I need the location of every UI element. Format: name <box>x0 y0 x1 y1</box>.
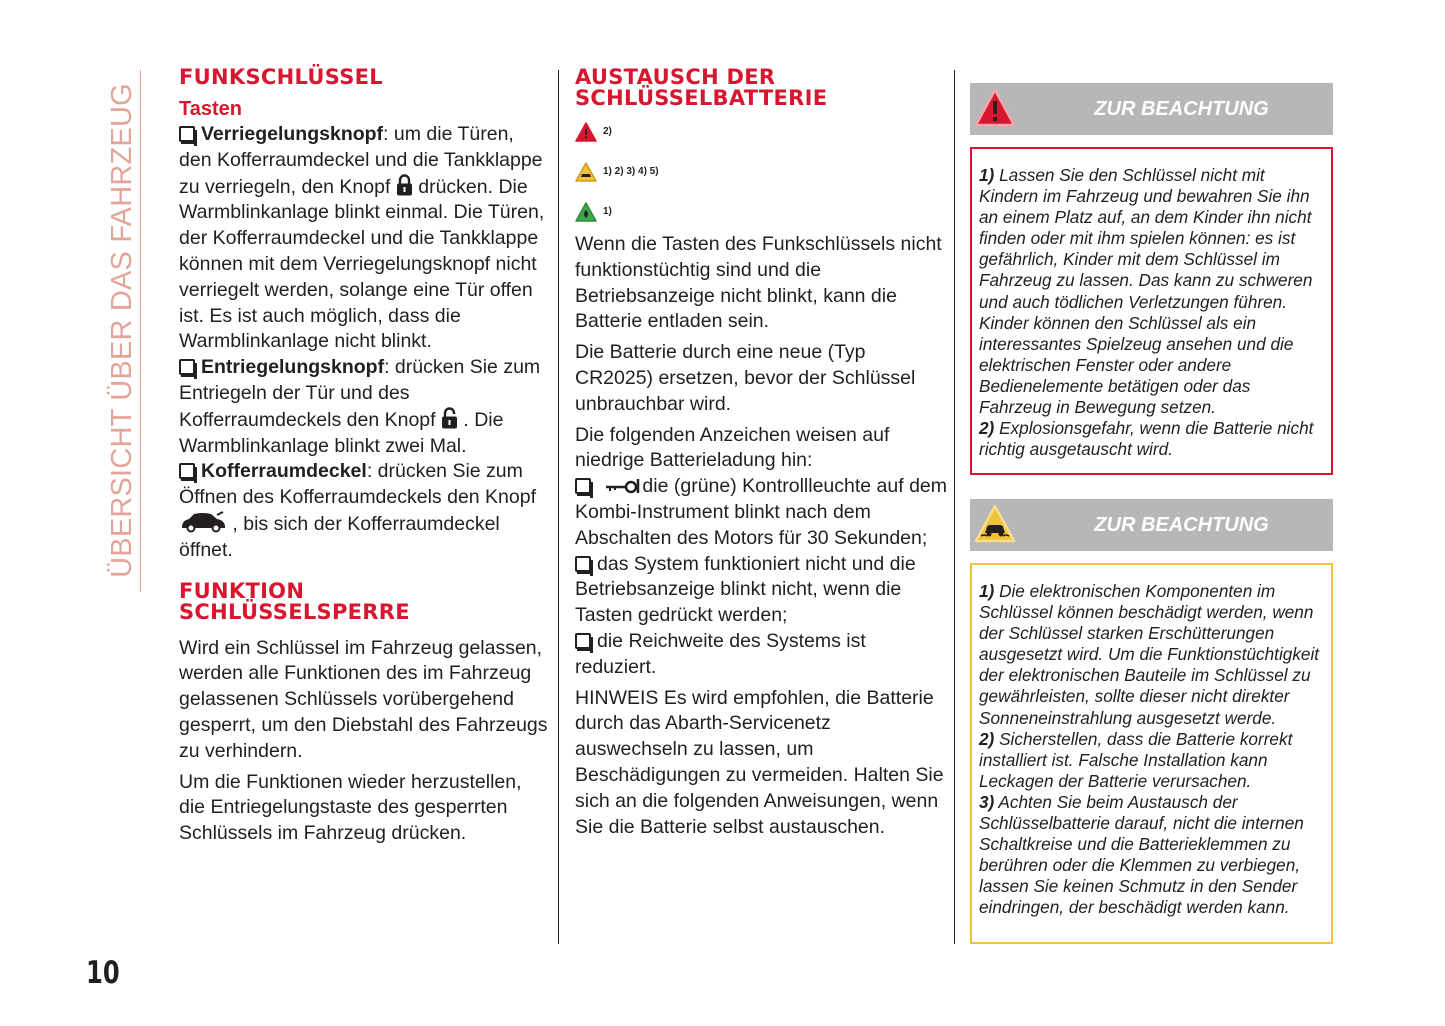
caution-car-icon <box>575 162 597 182</box>
checkbox-bullet-icon <box>179 126 195 142</box>
checkbox-bullet-icon <box>575 556 591 572</box>
checkbox-bullet-icon <box>575 478 591 494</box>
column-divider <box>954 70 955 944</box>
page-number: 10 <box>86 955 120 991</box>
lock-icon <box>396 174 413 196</box>
list-item: die Reichweite des Systems ist reduziert. <box>575 629 866 678</box>
note-title: ZUR BEACHTUNG <box>1094 513 1269 536</box>
heading-funkschluessel: FUNKSCHLÜSSEL <box>179 65 383 89</box>
checkbox-bullet-icon <box>179 463 195 479</box>
paragraph-hinweis: HINWEIS Es wird empfohlen, die Batterie durch das Abarth-Servicenetz auswechseln zu lassen, um Beschädigungen zu vermeiden. Halten Sie sich an die folgenden Anweisungen, wenn Sie die Batterie selbst austauschen. <box>575 686 944 838</box>
danger-warning-icon <box>575 122 597 142</box>
paragraph: Wird ein Schlüssel im Fahrzeug gelassen, werden alle Funktionen des im Fahrzeug gelassenen Schlüssels vorübergehend gesperrt, um den Diebstahl des Fahrzeugs zu verhindern. <box>179 636 548 762</box>
section-side-title: ÜBERSICHT ÜBER DAS FAHRZEUG <box>105 83 138 578</box>
list-item: das System funktioniert nicht und die Betriebsanzeige blinkt nicht, wenn die Tasten gedrückt werden; <box>575 552 916 627</box>
ref-caution: 1) 2) 3) 4) 5) <box>575 152 947 192</box>
ref-environment: 1) <box>575 192 947 232</box>
paragraph: Die Batterie durch eine neue (Typ CR2025) ersetzen, bevor der Schlüssel unbrauchbar wird. <box>575 341 916 415</box>
environment-leaf-icon <box>575 202 597 222</box>
ref-danger: 2) <box>575 112 947 152</box>
list-item-unlock: Entriegelungsknopf: drücken Sie zum Entriegeln der Tür und des Kofferraumdeckels den Knopf . Die Warmblinkanlage blinkt zwei Mal. <box>179 356 541 457</box>
danger-warning-icon <box>973 87 1017 129</box>
note-header-danger <box>970 83 1333 135</box>
note-body-caution: 1) Die elektronischen Komponenten im Schlüssel können beschädigt werden, wenn der Schlüssel starken Erschütterungen ausgesetzt wird. Um die Funktionstüchtigkeit der elektronischen Bauteile im Schlüssel zu gewährleisten, sollte dieser nicht direkter Sonneneinstrahlung ausgesetzt werde. 2) Sicherstellen, dass die Batterie korrekt installiert ist. Falsche Installation kann Leckagen der Batterie verursachen. 3) Achten Sie beim Austausch der Schlüsselbatterie darauf, nicht die internen Schaltkreise und die Batterieklemmen zu berühren oder die Klemmen zu verbiegen, lassen Sie keinen Schmutz in den Sender eindringen, der beschädigt werden kann. <box>970 563 1333 944</box>
list-item-lock: Verriegelungsknopf: um die Türen, den Kofferraumdeckel und die Tankklappe zu verriegeln, den Knopf drücken. Die Warmblinkanlage blinkt einmal. Die Türen, der Kofferraumdeckel und die Tankklappe können mit dem Verriegelungsknopf nicht verriegelt werden, solange eine Tür offen ist. Es ist auch möglich, dass die Warmblinkanlage nicht blinkt. <box>179 123 545 353</box>
column-batterie <box>575 64 947 840</box>
note-title: ZUR BEACHTUNG <box>1094 97 1269 120</box>
caution-car-icon <box>973 503 1017 545</box>
paragraph: Um die Funktionen wieder herzustellen, die Entriegelungstaste des gesperrten Schlüssels im Fahrzeug drücken. <box>179 770 522 845</box>
car-trunk-icon <box>179 511 227 533</box>
subheading-tasten: Tasten <box>179 98 242 120</box>
list-item: die (grüne) Kontrollleuchte auf dem Kombi-Instrument blinkt nach dem Abschalten des Motors für 30 Sekunden; <box>575 475 948 549</box>
list-item-trunk: Kofferraumdeckel: drücken Sie zum Öffnen des Kofferraumdeckels den Knopf , bis sich der Kofferraumdeckel öffnet. <box>179 460 537 561</box>
checkbox-bullet-icon <box>179 359 195 375</box>
note-header-caution <box>970 499 1333 551</box>
paragraph: Wenn die Tasten des Funkschlüssels nicht funktionstüchtig sind und die Betriebsanzeige nicht blinkt, kann die Batterie entladen sein. <box>575 233 942 333</box>
unlock-icon <box>441 407 458 429</box>
heading-schluesselsperre: FUNKTION SCHLÜSSELSPERRE <box>179 578 410 624</box>
heading-batterie: AUSTAUSCH DER SCHLÜSSELBATTERIE <box>575 65 828 110</box>
side-rule <box>140 70 141 592</box>
paragraph: Die folgenden Anzeichen weisen auf niedrige Batterieladung hin: <box>575 423 890 472</box>
note-body-danger: 1) Lassen Sie den Schlüssel nicht mit Kindern im Fahrzeug und bewahren Sie ihn an einem Platz auf, an dem Kinder ihn nicht finden oder mit ihm spielen können: es ist gefährlich, Kinder mit dem Schlüssel im Fahrzeug zu lassen. Das kann zu schweren und auch tödlichen Verletzungen führen. Kinder können den Schlüssel als ein interessantes Spielzeug ansehen und die elektrischen Fenster oder andere Bedienelemente betätigen oder das Fahrzeug in Bewegung setzen. 2) Explosionsgefahr, wenn die Batterie nicht richtig ausgetauscht wird. <box>970 147 1333 475</box>
column-funkschluessel <box>179 64 551 847</box>
column-divider <box>558 70 559 944</box>
checkbox-bullet-icon <box>575 633 591 649</box>
key-indicator-icon <box>602 475 642 495</box>
